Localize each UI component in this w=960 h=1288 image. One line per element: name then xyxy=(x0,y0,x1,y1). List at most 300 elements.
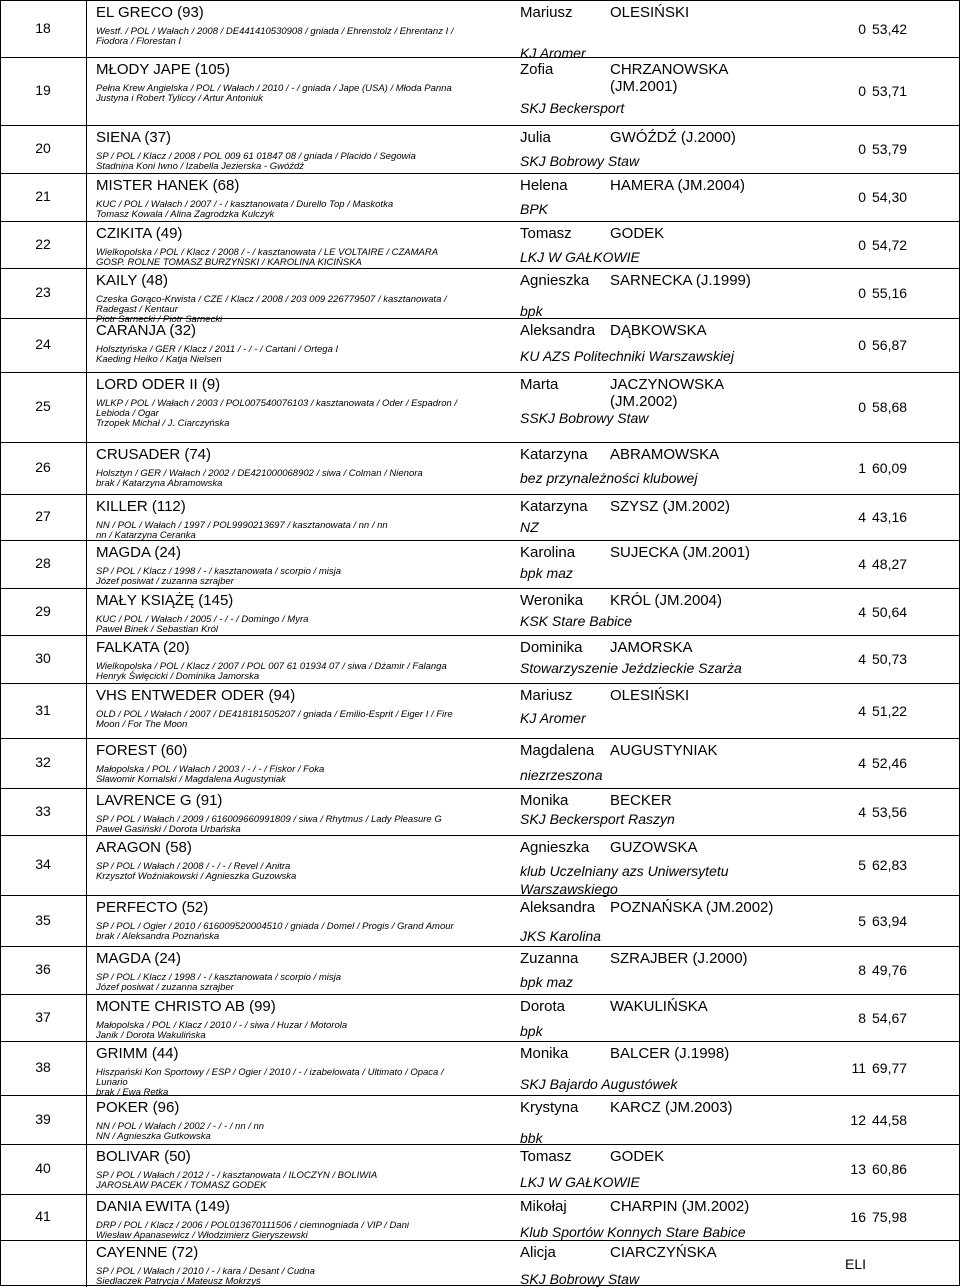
row-divider xyxy=(0,895,960,896)
time-value: 53,71 xyxy=(872,83,908,99)
row-divider xyxy=(0,994,960,995)
table-row xyxy=(0,57,960,125)
horse-cell xyxy=(96,544,506,587)
row-divider xyxy=(0,494,960,495)
rider-first-name: Weronika xyxy=(520,592,584,609)
rider-first-name: Katarzyna xyxy=(520,446,588,463)
rider-club: SKJ Beckersport Raszyn xyxy=(520,811,675,827)
rider-last-name: DĄBKOWSKA xyxy=(610,322,707,339)
column-divider xyxy=(86,125,87,173)
rider-last-name: POZNAŃSKA (JM.2002) xyxy=(610,899,774,916)
table-row xyxy=(0,895,960,946)
horse-cell xyxy=(96,592,506,635)
rider-cell xyxy=(520,498,810,540)
rider-cell xyxy=(520,1099,810,1144)
place-number: 34 xyxy=(35,856,51,872)
row-divider xyxy=(0,221,960,222)
horse-name: CZIKITA (49) xyxy=(96,225,183,242)
horse-description: Holsztyńska / GER / Klacz / 2011 / - / - / Cartani / Ortega I Kaeding Heiko / Katja Nielsen xyxy=(96,344,339,365)
horse-name: KAILY (48) xyxy=(96,272,168,289)
rider-club: SKJ Bobrowy Staw xyxy=(520,1271,640,1287)
penalty-points: 4 xyxy=(858,556,866,572)
rider-first-name: Mikołaj xyxy=(520,1198,567,1215)
rider-first-name: Alicja xyxy=(520,1244,556,1261)
horse-cell xyxy=(96,446,506,489)
horse-description: SP / POL / Klacz / 1998 / - / kasztanowata / scorpio / misja Józef posiwat / zuzanna szrajber xyxy=(96,566,341,587)
rider-last-name: CHRZANOWSKA (JM.2001) xyxy=(610,61,729,95)
row-divider xyxy=(0,540,960,541)
place-number: 28 xyxy=(35,555,51,571)
rider-cell xyxy=(520,61,810,125)
horse-cell xyxy=(96,998,506,1041)
rider-first-name: Krystyna xyxy=(520,1099,579,1116)
penalty-points: 0 xyxy=(858,83,866,99)
rider-first-name: Marta xyxy=(520,376,559,393)
rider-cell xyxy=(520,1148,810,1194)
penalty-points: 4 xyxy=(858,509,866,525)
rider-first-name: Tomasz xyxy=(520,1148,572,1165)
horse-name: MAGDA (24) xyxy=(96,544,182,561)
horse-cell xyxy=(96,1045,506,1098)
horse-description: SP / POL / Klacz / 1998 / - / kasztanowata / scorpio / misja Józef posiwat / zuzanna szrajber xyxy=(96,972,341,993)
table-row xyxy=(0,1144,960,1194)
column-divider xyxy=(86,540,87,588)
row-divider xyxy=(0,683,960,684)
time-value: 69,77 xyxy=(872,1060,908,1076)
rider-club: bpk xyxy=(520,303,543,319)
penalty-points: 0 xyxy=(858,189,866,205)
rider-cell xyxy=(520,950,810,994)
rider-first-name: Mariusz xyxy=(520,4,573,21)
horse-name: MAŁY KSIĄŻĘ (145) xyxy=(96,592,234,609)
rider-club: KJ Aromer xyxy=(520,45,586,61)
horse-description: WLKP / POL / Wałach / 2003 / POL007540076103 / kasztanowata / Oder / Espadron / Lebioda / Ogar Trzopek Michał / J. Ciarczyńska xyxy=(96,398,458,429)
horse-name: BOLIVAR (50) xyxy=(96,1148,191,1165)
place-number: 25 xyxy=(35,398,51,414)
table-row xyxy=(0,788,960,835)
horse-name: CAYENNE (72) xyxy=(96,1244,199,1261)
column-divider xyxy=(86,788,87,835)
rider-cell xyxy=(520,1198,810,1240)
place-number: 40 xyxy=(35,1160,51,1176)
time-value: 62,83 xyxy=(872,857,908,873)
rider-cell xyxy=(520,687,810,738)
time-value: 48,27 xyxy=(872,556,908,572)
rider-club: Stowarzyszenie Jeździeckie Szarża xyxy=(520,660,742,676)
place-number: 30 xyxy=(35,650,51,666)
horse-name: PERFECTO (52) xyxy=(96,899,209,916)
rider-last-name: SUJECKA (JM.2001) xyxy=(610,544,751,561)
rider-first-name: Julia xyxy=(520,129,551,146)
rider-cell xyxy=(520,899,810,946)
horse-name: MŁODY JAPE (105) xyxy=(96,61,230,78)
rider-first-name: Zuzanna xyxy=(520,950,579,967)
row-divider xyxy=(0,635,960,636)
time-value: 52,46 xyxy=(872,755,908,771)
rider-first-name: Tomasz xyxy=(520,225,572,242)
horse-name: CARANJA (32) xyxy=(96,322,197,339)
rider-last-name: ABRAMOWSKA xyxy=(610,446,720,463)
rider-last-name: GODEK xyxy=(610,1148,665,1165)
row-divider xyxy=(0,1095,960,1096)
table-row xyxy=(0,588,960,635)
rider-cell xyxy=(520,592,810,635)
horse-cell xyxy=(96,792,506,835)
horse-name: DANIA EWITA (149) xyxy=(96,1198,230,1215)
rider-club: SSKJ Bobrowy Staw xyxy=(520,410,649,426)
penalty-points: 1 xyxy=(858,460,866,476)
horse-name: GRIMM (44) xyxy=(96,1045,179,1062)
row-divider xyxy=(0,835,960,836)
table-row xyxy=(0,1194,960,1240)
rider-last-name: WAKULIŃSKA xyxy=(610,998,708,1015)
penalty-points: 8 xyxy=(858,1010,866,1026)
place-number: 31 xyxy=(35,702,51,718)
rider-first-name: Mariusz xyxy=(520,687,573,704)
penalty-points: 4 xyxy=(858,651,866,667)
column-divider xyxy=(86,318,87,372)
penalty-points: 0 xyxy=(858,285,866,301)
place-number: 26 xyxy=(35,459,51,475)
row-divider xyxy=(0,588,960,589)
penalty-points: 4 xyxy=(858,804,866,820)
column-divider xyxy=(86,1041,87,1095)
rider-first-name: Monika xyxy=(520,1045,569,1062)
row-divider xyxy=(0,442,960,443)
rider-first-name: Zofia xyxy=(520,61,554,78)
time-value: 56,87 xyxy=(872,337,908,353)
time-value: 60,86 xyxy=(872,1161,908,1177)
rider-cell xyxy=(520,376,810,442)
row-divider xyxy=(0,0,960,1)
place-number: 32 xyxy=(35,754,51,770)
horse-name: KILLER (112) xyxy=(96,498,186,515)
place-number: 36 xyxy=(35,961,51,977)
column-divider xyxy=(86,895,87,946)
row-divider xyxy=(0,1240,960,1241)
penalty-points: 0 xyxy=(858,141,866,157)
rider-club: SKJ Bobrowy Staw xyxy=(520,153,640,169)
rider-cell xyxy=(520,446,810,494)
rider-club: klub Uczelniany azs Uniwersytetu Warszawskiego xyxy=(520,863,729,897)
rider-first-name: Aleksandra xyxy=(520,899,596,916)
row-divider xyxy=(0,318,960,319)
penalty-points: 11 xyxy=(851,1060,866,1076)
horse-cell xyxy=(96,1198,506,1241)
place-number: 33 xyxy=(35,803,51,819)
row-divider xyxy=(0,372,960,373)
table-row xyxy=(0,738,960,788)
rider-cell xyxy=(520,177,810,221)
place-number: 41 xyxy=(35,1208,51,1224)
row-divider xyxy=(0,268,960,269)
place-number: 24 xyxy=(35,336,51,352)
horse-cell xyxy=(96,950,506,993)
column-divider xyxy=(86,494,87,540)
horse-cell xyxy=(96,376,506,429)
place-number: 37 xyxy=(35,1009,51,1025)
horse-cell xyxy=(96,839,506,882)
rider-last-name: SZRAJBER (J.2000) xyxy=(610,950,748,967)
rider-cell xyxy=(520,639,810,683)
rider-cell xyxy=(520,272,810,318)
horse-description: SP / POL / Wałach / 2009 / 616009660991809 / siwa / Rhytmus / Lady Pleasure G Paweł Gasiński / Dorota Urbańska xyxy=(96,814,442,835)
table-row xyxy=(0,442,960,494)
column-divider xyxy=(86,683,87,738)
horse-cell xyxy=(96,687,506,730)
place-number: 21 xyxy=(35,188,51,204)
rider-last-name: KRÓL (JM.2004) xyxy=(610,592,722,609)
penalty-points: 0 xyxy=(858,21,866,37)
time-value: 75,98 xyxy=(872,1209,908,1225)
penalty-points: 16 xyxy=(850,1209,866,1225)
time-value: 44,58 xyxy=(872,1112,908,1128)
rider-first-name: Karolina xyxy=(520,544,576,561)
rider-club: bpk xyxy=(520,1023,543,1039)
horse-cell xyxy=(96,177,506,220)
table-row xyxy=(0,1041,960,1098)
horse-description: DRP / POL / Klacz / 2006 / POL013670111506 / ciemnogniada / VIP / Dani Wiesław Apanasewicz / Włodzimierz Gieryszewski xyxy=(96,1220,409,1241)
row-divider xyxy=(0,788,960,789)
rider-first-name: Agnieszka xyxy=(520,839,590,856)
rider-cell xyxy=(520,1244,810,1287)
rider-first-name: Magdalena xyxy=(520,742,595,759)
horse-description: SP / POL / Ogier / 2010 / 616009520004510 / gniada / Domel / Progis / Grand Amour brak / Aleksandra Poznańska xyxy=(96,921,454,942)
horse-name: MONTE CHRISTO AB (99) xyxy=(96,998,276,1015)
penalty-points: 4 xyxy=(858,703,866,719)
horse-name: EL GRECO (93) xyxy=(96,4,204,21)
rider-club: LKJ W GAŁKOWIE xyxy=(520,249,640,265)
place-number: 23 xyxy=(35,284,51,300)
row-divider xyxy=(0,1041,960,1042)
horse-description: Czeska Gorąco-Krwista / CZE / Klacz / 2008 / 203 009 226779507 / kasztanowata / Radegast / Kentaur Piotr Sarnecki / Piotr Sarnecki xyxy=(96,294,447,325)
table-row xyxy=(0,835,960,895)
penalty-points: 0 xyxy=(858,337,866,353)
column-divider xyxy=(86,994,87,1041)
horse-description: Holsztyn / GER / Wałach / 2002 / DE421000068902 / siwa / Colman / Nienora brak / Katarzyna Abramowska xyxy=(96,468,423,489)
column-divider xyxy=(86,1144,87,1194)
time-value: 63,94 xyxy=(872,913,908,929)
horse-cell xyxy=(96,129,506,172)
rider-club: BPK xyxy=(520,201,549,217)
time-value: 60,09 xyxy=(872,460,908,476)
horse-name: ARAGON (58) xyxy=(96,839,192,856)
horse-description: SP / POL / Wałach / 2010 / - / kara / Desant / Cudna Siedlaczek Patrycja / Mateusz Mokrzyś xyxy=(96,1266,315,1287)
table-row xyxy=(0,1240,960,1287)
table-row xyxy=(0,635,960,683)
rider-club: KJ Aromer xyxy=(520,710,586,726)
rider-cell xyxy=(520,839,810,895)
rider-first-name: Aleksandra xyxy=(520,322,596,339)
rider-last-name: SARNECKA (J.1999) xyxy=(610,272,751,289)
rider-club: KSK Stare Babice xyxy=(520,613,633,629)
column-divider xyxy=(86,1194,87,1240)
table-row xyxy=(0,1095,960,1144)
time-value: 43,16 xyxy=(872,509,908,525)
rider-cell xyxy=(520,998,810,1041)
horse-description: Westf. / POL / Wałach / 2008 / DE441410530908 / gniada / Ehrenstolz / Ehrentanz I / Fiodora / Florestan I xyxy=(96,26,454,47)
rider-club: NZ xyxy=(520,519,539,535)
horse-name: LAVRENCE G (91) xyxy=(96,792,223,809)
column-divider xyxy=(86,221,87,268)
column-divider xyxy=(86,442,87,494)
horse-description: Hiszpański Kon Sportowy / ESP / Ogier / 2010 / - / izabelowata / Ultimato / Opaca / Lunario brak / Ewa Retka xyxy=(96,1067,444,1098)
rider-last-name: CIARCZYŃSKA xyxy=(610,1244,717,1261)
rider-last-name: GWÓŹDŹ (J.2000) xyxy=(610,129,736,146)
column-divider xyxy=(86,835,87,895)
rider-cell xyxy=(520,4,810,61)
horse-name: MAGDA (24) xyxy=(96,950,182,967)
rider-club: bpk maz xyxy=(520,565,573,581)
horse-cell xyxy=(96,899,506,942)
time-value: 50,64 xyxy=(872,604,908,620)
horse-name: CRUSADER (74) xyxy=(96,446,212,463)
column-divider xyxy=(86,1240,87,1287)
rider-club: SKJ Beckersport xyxy=(520,100,625,116)
rider-last-name: GODEK xyxy=(610,225,665,242)
penalty-points: 0 xyxy=(858,399,866,415)
horse-name: LORD ODER II (9) xyxy=(96,376,221,393)
horse-description: Małopolska / POL / Klacz / 2010 / - / siwa / Huzar / Motorola Janik / Dorota Wakulińska xyxy=(96,1020,348,1041)
time-value: 55,16 xyxy=(872,285,908,301)
horse-cell xyxy=(96,225,506,268)
time-value: 53,79 xyxy=(872,141,908,157)
table-row xyxy=(0,0,960,61)
horse-description: SP / POL / Wałach / 2012 / - / kasztanowata / ILOCZYN / BOLIWIA JAROSŁAW PACEK / TOMASZ GODEK xyxy=(96,1170,378,1191)
column-divider xyxy=(86,372,87,442)
column-divider xyxy=(86,173,87,221)
penalty-points: 0 xyxy=(858,237,866,253)
rider-last-name: GUZOWSKA xyxy=(610,839,698,856)
place-number: 18 xyxy=(35,20,51,36)
time-value: 51,22 xyxy=(872,703,908,719)
penalty-points: 5 xyxy=(858,913,866,929)
time-value: 54,72 xyxy=(872,237,908,253)
place-number: 22 xyxy=(35,236,51,252)
table-row xyxy=(0,494,960,540)
rider-cell xyxy=(520,792,810,835)
horse-cell xyxy=(96,1099,506,1142)
table-row xyxy=(0,946,960,994)
horse-description: Małopolska / POL / Wałach / 2003 / - / - / Fiskor / Foka Sławomir Kornalski / Magdalena Augustyniak xyxy=(96,764,325,785)
horse-cell xyxy=(96,498,506,541)
horse-name: VHS ENTWEDER ODER (94) xyxy=(96,687,296,704)
table-row xyxy=(0,125,960,173)
rider-first-name: Dominika xyxy=(520,639,583,656)
time-value: 53,56 xyxy=(872,804,908,820)
row-divider xyxy=(0,1144,960,1145)
table-row xyxy=(0,221,960,268)
horse-description: Pełna Krew Angielska / POL / Wałach / 2010 / - / gniada / Jape (USA) / Młoda Panna Justyna i Robert Tyliccy / Artur Antoniuk xyxy=(96,83,452,104)
column-divider xyxy=(86,738,87,788)
rider-cell xyxy=(520,129,810,173)
time-value: 49,76 xyxy=(872,962,908,978)
horse-description: NN / POL / Wałach / 2002 / - / - / nn / nn NN / Agnieszka Gutkowska xyxy=(96,1121,265,1142)
horse-cell xyxy=(96,61,506,104)
horse-name: MISTER HANEK (68) xyxy=(96,177,240,194)
rider-cell xyxy=(520,544,810,588)
table-row xyxy=(0,268,960,325)
rider-last-name: AUGUSTYNIAK xyxy=(610,742,718,759)
column-divider xyxy=(86,635,87,683)
penalty-points: 13 xyxy=(850,1161,866,1177)
column-divider xyxy=(86,1095,87,1144)
rider-last-name: OLESIŃSKI xyxy=(610,687,690,704)
horse-description: KUC / POL / Wałach / 2007 / - / kasztanowata / Durello Top / Maskotka Tomasz Kowala / Alina Zagrodzka Kulczyk xyxy=(96,199,394,220)
place-number: 27 xyxy=(35,508,51,524)
row-divider xyxy=(0,173,960,174)
penalty-points: 4 xyxy=(858,755,866,771)
rider-club: KU AZS Politechniki Warszawskiej xyxy=(520,348,734,364)
rider-cell xyxy=(520,742,810,788)
rider-club: bpk maz xyxy=(520,974,573,990)
rider-club: SKJ Bajardo Augustówek xyxy=(520,1076,678,1092)
table-row xyxy=(0,540,960,588)
rider-club: LKJ W GAŁKOWIE xyxy=(520,1174,640,1190)
horse-description: SP / POL / Wałach / 2008 / - / - / Revel / Anitra Krzysztof Woźniakowski / Agnieszka Guzowska xyxy=(96,861,297,882)
rider-first-name: Helena xyxy=(520,177,568,194)
place-number: 29 xyxy=(35,603,51,619)
place-number: 19 xyxy=(35,82,51,98)
table-row xyxy=(0,372,960,442)
rider-last-name: JACZYNOWSKA (JM.2002) xyxy=(610,376,725,410)
row-divider xyxy=(0,125,960,126)
rider-first-name: Dorota xyxy=(520,998,566,1015)
penalty-points: ELI xyxy=(844,1256,866,1272)
column-divider xyxy=(86,268,87,318)
rider-last-name: JAMORSKA xyxy=(610,639,693,656)
horse-cell xyxy=(96,1244,506,1287)
time-value: 50,73 xyxy=(872,651,908,667)
rider-cell xyxy=(520,322,810,372)
rider-club: bbk xyxy=(520,1130,543,1146)
rider-cell xyxy=(520,225,810,268)
rider-first-name: Monika xyxy=(520,792,569,809)
horse-description: Wielkopolska / POL / Klacz / 2008 / - / kasztanowata / LE VOLTAIRE / CZAMARA GOSP. ROLNE TOMASZ BURZYŃSKI / KAROLINA KICIŃSKA xyxy=(96,247,439,268)
horse-cell xyxy=(96,322,506,365)
rider-last-name: BECKER xyxy=(610,792,672,809)
table-row xyxy=(0,683,960,738)
horse-name: FOREST (60) xyxy=(96,742,188,759)
horse-cell xyxy=(96,1148,506,1191)
row-divider xyxy=(0,946,960,947)
column-divider xyxy=(86,946,87,994)
horse-name: FALKATA (20) xyxy=(96,639,190,656)
time-value: 54,67 xyxy=(872,1010,908,1026)
time-value: 53,42 xyxy=(872,21,908,37)
row-divider xyxy=(0,57,960,58)
penalty-points: 8 xyxy=(858,962,866,978)
horse-description: OLD / POL / Wałach / 2007 / DE418181505207 / gniada / Emilio-Esprit / Eiger I / Fire Moon / For The Moon xyxy=(96,709,453,730)
horse-description: SP / POL / Klacz / 2008 / POL 009 61 01847 08 / gniada / Placido / Segowia Stadnina Koni Iwno / Izabella Jezierska - Gwóźdź xyxy=(96,151,416,172)
table-row xyxy=(0,173,960,221)
rider-first-name: Agnieszka xyxy=(520,272,590,289)
rider-club: niezrzeszona xyxy=(520,767,603,783)
column-divider xyxy=(86,0,87,57)
rider-last-name: KARCZ (JM.2003) xyxy=(610,1099,733,1116)
place-number: 39 xyxy=(35,1111,51,1127)
rider-club: bez przynależności klubowej xyxy=(520,470,698,486)
place-number: 35 xyxy=(35,912,51,928)
place-number: 38 xyxy=(35,1059,51,1075)
horse-name: SIENA (37) xyxy=(96,129,172,146)
penalty-points: 4 xyxy=(858,604,866,620)
row-divider xyxy=(0,1194,960,1195)
penalty-points: 12 xyxy=(850,1112,866,1128)
column-divider xyxy=(86,588,87,635)
time-value: 54,30 xyxy=(872,189,908,205)
horse-description: KUC / POL / Wałach / 2005 / - / - / Domingo / Myra Paweł Binek / Sebastian Król xyxy=(96,614,309,635)
